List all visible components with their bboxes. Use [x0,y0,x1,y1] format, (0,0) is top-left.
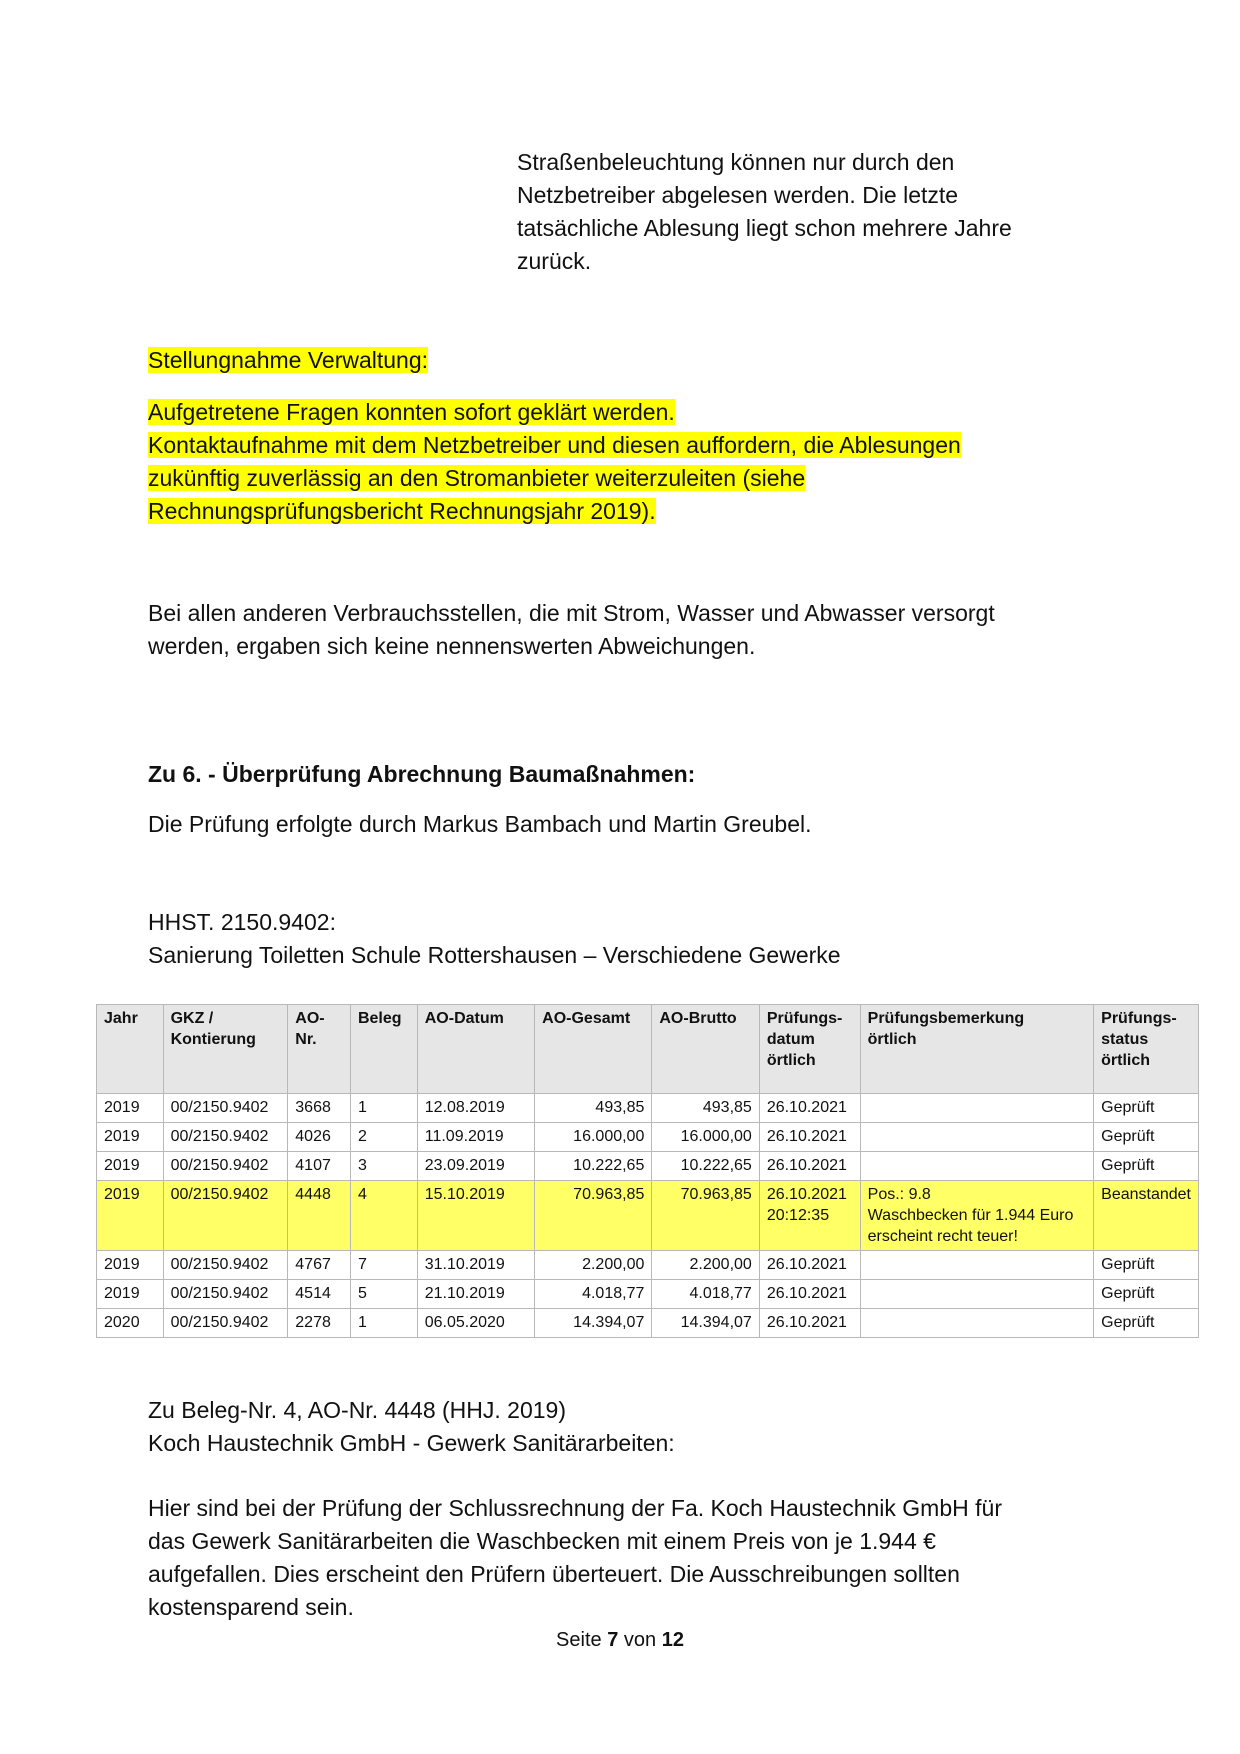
cell-ao-gesamt: 70.963,85 [535,1181,652,1251]
cell-pruefungsdatum: 26.10.2021 [759,1094,860,1123]
cell-beleg: 4 [350,1181,417,1251]
table-row [97,1094,1199,1123]
audit-table [96,1004,1199,1338]
cell-ao-brutto: 493,85 [652,1094,759,1123]
header-jahr: Jahr [97,1005,164,1094]
cell-pruefungsbemerkung: Pos.: 9.8 Waschbecken für 1.944 Euro erscheint recht teuer! [860,1181,1093,1251]
cell-pruefungsbemerkung [860,1280,1093,1309]
cell-gkz: 00/2150.9402 [163,1251,288,1280]
cell-beleg: 7 [350,1251,417,1280]
header-ao-brutto: AO-Brutto [652,1005,759,1094]
cell-pruefungsstatus: Geprüft [1094,1152,1199,1181]
cell-pruefungsdatum: 26.10.2021 20:12:35 [759,1181,860,1251]
cell-ao-gesamt: 16.000,00 [535,1123,652,1152]
table-row [97,1123,1199,1152]
cell-jahr: 2019 [97,1280,164,1309]
cell-ao-datum: 15.10.2019 [417,1181,534,1251]
section-heading: Zu 6. - Überprüfung Abrechnung Baumaßnahmen: [148,761,696,787]
cell-jahr: 2019 [97,1181,164,1251]
cell-gkz: 00/2150.9402 [163,1094,288,1123]
cell-gkz: 00/2150.9402 [163,1309,288,1338]
cell-gkz: 00/2150.9402 [163,1123,288,1152]
cell-ao-nr: 4107 [288,1152,351,1181]
footer-page-total: 12 [661,1629,684,1651]
cell-beleg: 3 [350,1152,417,1181]
cell-ao-nr: 4448 [288,1181,351,1251]
cell-ao-nr: 4767 [288,1251,351,1280]
page-footer [0,1627,1240,1653]
cell-pruefungsbemerkung [860,1123,1093,1152]
cell-pruefungsdatum: 26.10.2021 [759,1152,860,1181]
cell-ao-brutto: 4.018,77 [652,1280,759,1309]
project-title: Sanierung Toiletten Schule Rottershausen – Verschiedene Gewerke [148,942,841,968]
table-row [97,1280,1199,1309]
cell-ao-gesamt: 4.018,77 [535,1280,652,1309]
cell-beleg: 2 [350,1123,417,1152]
cell-ao-datum: 23.09.2019 [417,1152,534,1181]
cell-pruefungsdatum: 26.10.2021 [759,1123,860,1152]
header-ao-gesamt: AO-Gesamt [535,1005,652,1094]
cell-jahr: 2019 [97,1251,164,1280]
cell-pruefungsdatum: 26.10.2021 [759,1280,860,1309]
cell-ao-brutto: 16.000,00 [652,1123,759,1152]
table-header-row [97,1005,1199,1094]
beleg-ref: Zu Beleg-Nr. 4, AO-Nr. 4448 (HHJ. 2019) [148,1397,567,1423]
beleg-line: Hier sind bei der Prüfung der Schlussrechnung der Fa. Koch Haustechnik GmbH für [148,1495,1002,1521]
statement-line: zukünftig zuverlässig an den Stromanbieter weiterzuleiten (siehe [148,465,806,491]
cell-pruefungsbemerkung [860,1152,1093,1181]
cell-jahr: 2019 [97,1123,164,1152]
hhst-label: HHST. 2150.9402: [148,909,336,935]
header-ao-nr: AO- Nr. [288,1005,351,1094]
cell-gkz: 00/2150.9402 [163,1181,288,1251]
cell-pruefungsbemerkung [860,1094,1093,1123]
cell-jahr: 2019 [97,1152,164,1181]
intro-paragraph [517,146,1137,278]
cell-ao-gesamt: 10.222,65 [535,1152,652,1181]
cell-pruefungsstatus: Beanstandet [1094,1181,1199,1251]
beleg-line: das Gewerk Sanitärarbeiten die Waschbecken mit einem Preis von je 1.944 € [148,1528,936,1554]
beleg-line: aufgefallen. Dies erscheint den Prüfern überteuert. Die Ausschreibungen sollten [148,1561,960,1587]
header-ao-datum: AO-Datum [417,1005,534,1094]
cell-gkz: 00/2150.9402 [163,1152,288,1181]
cell-ao-datum: 12.08.2019 [417,1094,534,1123]
cell-pruefungsdatum: 26.10.2021 [759,1309,860,1338]
cell-ao-brutto: 14.394,07 [652,1309,759,1338]
cell-beleg: 5 [350,1280,417,1309]
header-pruefungsstatus: Prüfungs- status örtlich [1094,1005,1199,1094]
examiners-text: Die Prüfung erfolgte durch Markus Bambach und Martin Greubel. [148,811,812,837]
cell-ao-datum: 06.05.2020 [417,1309,534,1338]
cell-ao-nr: 2278 [288,1309,351,1338]
cell-pruefungsstatus: Geprüft [1094,1309,1199,1338]
footer-prefix: Seite [556,1629,602,1651]
header-beleg: Beleg [350,1005,417,1094]
intro-line: Straßenbeleuchtung können nur durch den [517,149,955,175]
cell-pruefungsstatus: Geprüft [1094,1280,1199,1309]
intro-line: tatsächliche Ablesung liegt schon mehrere Jahre [517,215,1012,241]
cell-pruefungsstatus: Geprüft [1094,1123,1199,1152]
beleg-company: Koch Haustechnik GmbH - Gewerk Sanitärarbeiten: [148,1430,675,1456]
header-gkz: GKZ / Kontierung [163,1005,288,1094]
intro-line: zurück. [517,248,592,274]
cell-ao-nr: 4026 [288,1123,351,1152]
cell-ao-nr: 4514 [288,1280,351,1309]
cell-ao-datum: 11.09.2019 [417,1123,534,1152]
table-row [97,1152,1199,1181]
statement-line: Aufgetretene Fragen konnten sofort geklärt werden. [148,399,675,425]
statement-line: Rechnungsprüfungsbericht Rechnungsjahr 2019). [148,498,656,524]
statement-line: Kontaktaufnahme mit dem Netzbetreiber und diesen auffordern, die Ablesungen [148,432,961,458]
statement-title: Stellungnahme Verwaltung: [148,347,429,373]
cell-pruefungsstatus: Geprüft [1094,1251,1199,1280]
cell-ao-gesamt: 493,85 [535,1094,652,1123]
cell-pruefungsstatus: Geprüft [1094,1094,1199,1123]
cell-ao-nr: 3668 [288,1094,351,1123]
statement-title-block [148,344,1108,377]
cell-ao-brutto: 70.963,85 [652,1181,759,1251]
other-consumers-line: Bei allen anderen Verbrauchsstellen, die mit Strom, Wasser und Abwasser versorgt [148,600,995,626]
header-pruefungsbemerkung: Prüfungsbemerkung örtlich [860,1005,1093,1094]
cell-ao-gesamt: 14.394,07 [535,1309,652,1338]
cell-ao-datum: 21.10.2019 [417,1280,534,1309]
cell-gkz: 00/2150.9402 [163,1280,288,1309]
cell-jahr: 2020 [97,1309,164,1338]
cell-beleg: 1 [350,1094,417,1123]
cell-pruefungsbemerkung [860,1309,1093,1338]
cell-jahr: 2019 [97,1094,164,1123]
table-row [97,1309,1199,1338]
footer-page-number: 7 [607,1629,619,1651]
intro-line: Netzbetreiber abgelesen werden. Die letzte [517,182,959,208]
beleg-line: kostensparend sein. [148,1594,354,1620]
table-row [97,1251,1199,1280]
statement-paragraph [148,396,1108,528]
beleg-paragraph [148,1492,1108,1624]
cell-pruefungsbemerkung [860,1251,1093,1280]
footer-middle: von [623,1629,657,1651]
cell-ao-gesamt: 2.200,00 [535,1251,652,1280]
header-pruefungsdatum: Prüfungs- datum örtlich [759,1005,860,1094]
cell-ao-datum: 31.10.2019 [417,1251,534,1280]
other-consumers-paragraph [148,597,1108,663]
other-consumers-line: werden, ergaben sich keine nennenswerten Abweichungen. [148,633,756,659]
table-row [97,1181,1199,1251]
cell-pruefungsdatum: 26.10.2021 [759,1251,860,1280]
cell-ao-brutto: 2.200,00 [652,1251,759,1280]
cell-beleg: 1 [350,1309,417,1338]
cell-ao-brutto: 10.222,65 [652,1152,759,1181]
